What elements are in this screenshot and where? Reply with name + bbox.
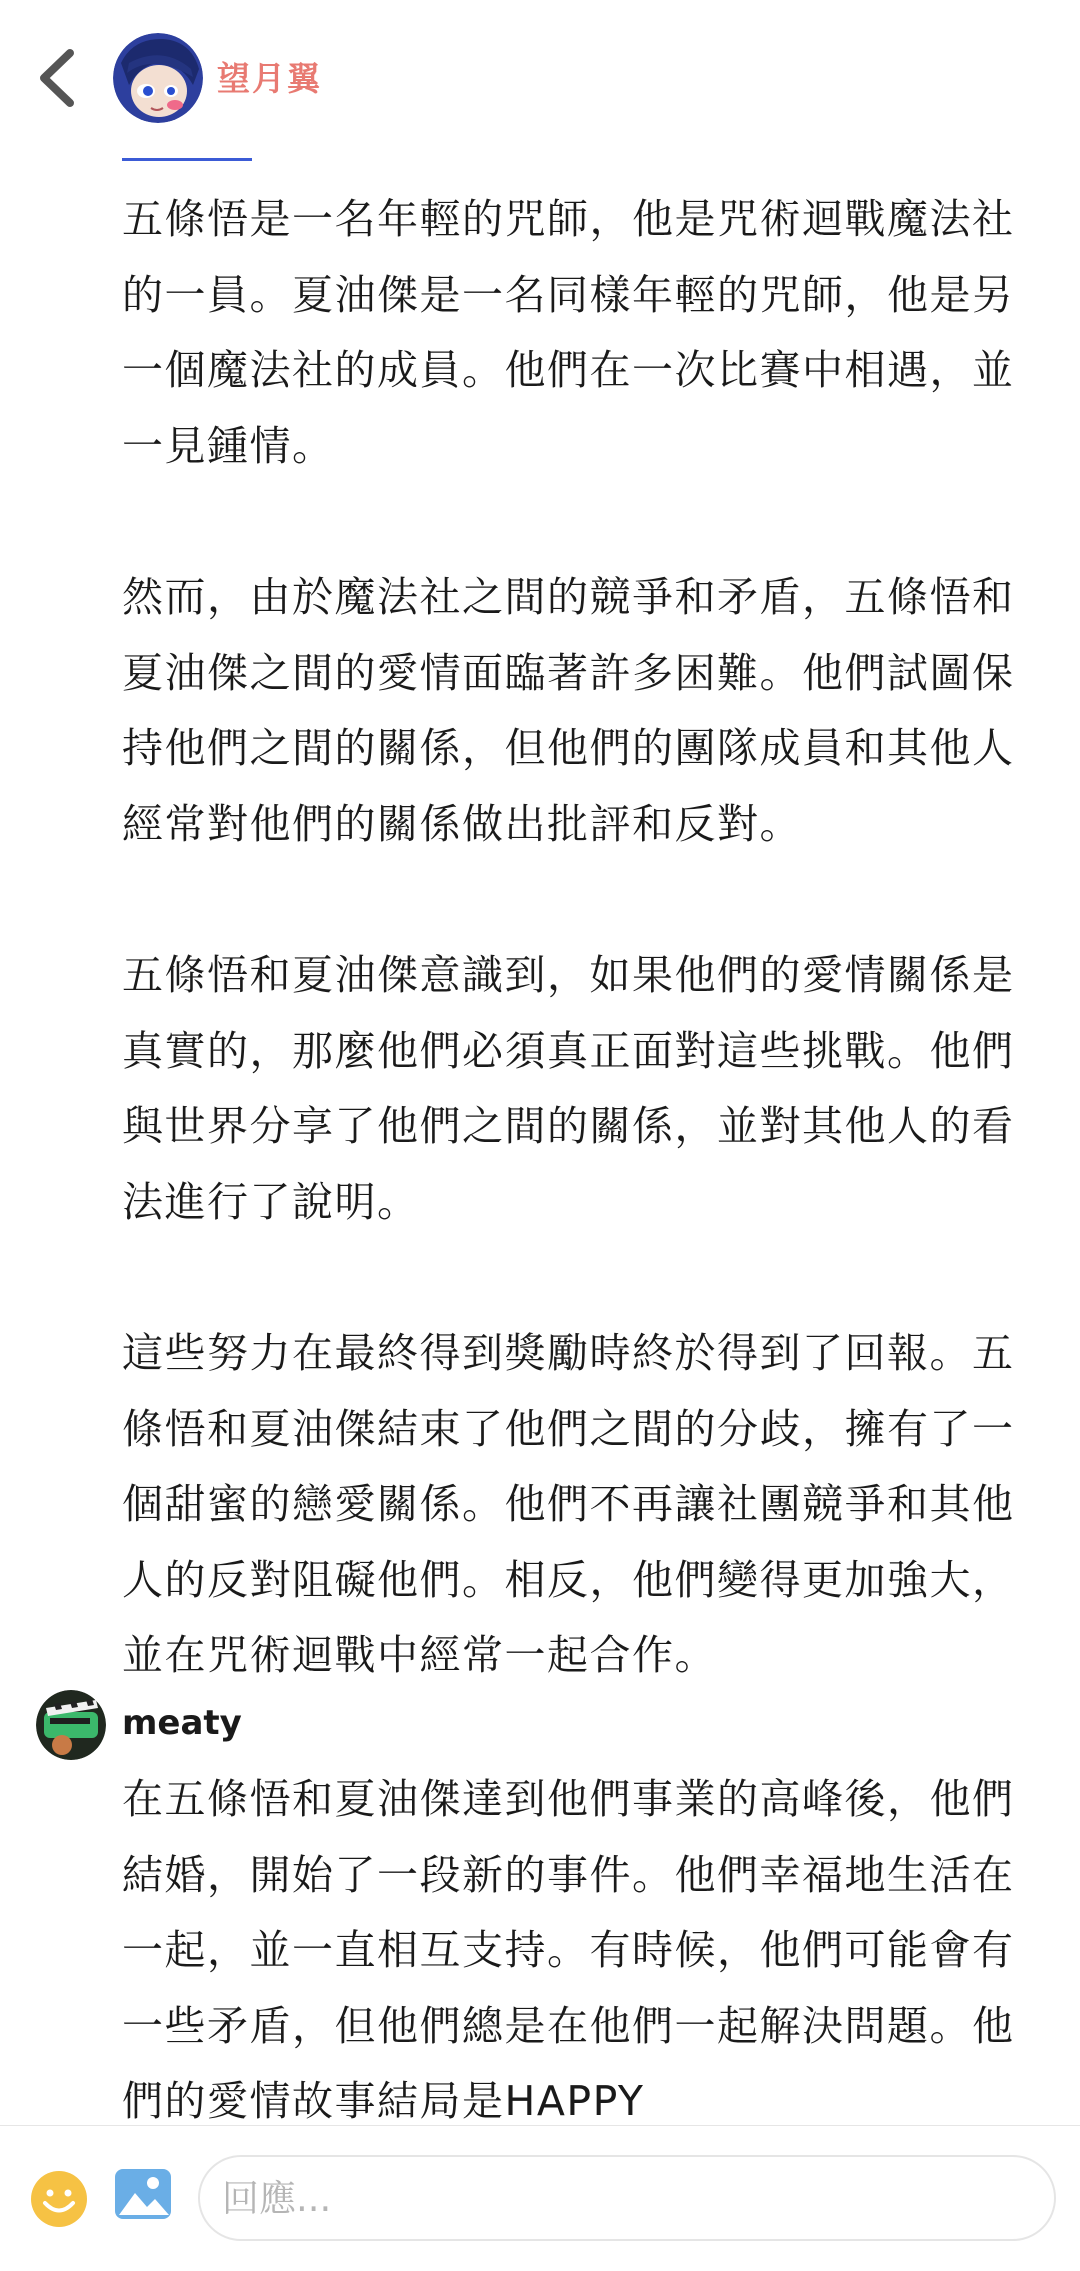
link-underline-fragment (122, 152, 252, 161)
image-icon[interactable] (113, 2165, 173, 2223)
author-name[interactable]: 望月翼 (217, 59, 322, 98)
post-body (122, 182, 1022, 1694)
reply-input[interactable] (198, 2155, 1056, 2241)
comment-avatar[interactable] (36, 1690, 106, 1760)
author-avatar[interactable] (113, 33, 203, 123)
post-paragraph: 這些努力在最終得到獎勵時終於得到了回報。五條悟和夏油傑結束了他們之間的分歧，擁有了一個甜蜜的戀愛關係。他們不再讓社團競爭和其他人的反對阻礙他們。相反，他們變得更加強大，並在咒術迴戰中經常一起合作。 (122, 1328, 1015, 1680)
post-paragraph: 五條悟是一名年輕的咒師，他是咒術迴戰魔法社的一員。夏油傑是一名同樣年輕的咒師，他是另一個魔法社的成員。他們在一次比賽中相遇，並一見鍾情。 (122, 195, 1015, 470)
top-bar (0, 0, 1080, 150)
post-paragraph: 然而，由於魔法社之間的競爭和矛盾，五條悟和夏油傑之間的愛情面臨著許多困難。他們試圖保持他們之間的關係，但他們的團隊成員和其他人經常對他們的關係做出批評和反對。 (122, 572, 1015, 848)
post-paragraph: 五條悟和夏油傑意識到，如果他們的愛情關係是真實的，那麼他們必須真正面對這些挑戰。他們與世界分享了他們之間的關係，並對其他人的看法進行了說明。 (122, 950, 1015, 1226)
comment-author[interactable]: meaty (122, 1703, 242, 1743)
comment-text: 在五條悟和夏油傑達到他們事業的高峰後，他們結婚，開始了一段新的事件。他們幸福地生活在一起，並一直相互支持。有時候，他們可能會有一些矛盾，但他們總是在他們一起解決問題。他們的愛情故事結局是HAPPY (122, 1775, 1015, 2126)
smiley-icon[interactable] (30, 2170, 88, 2228)
chevron-left-icon[interactable] (30, 45, 86, 111)
